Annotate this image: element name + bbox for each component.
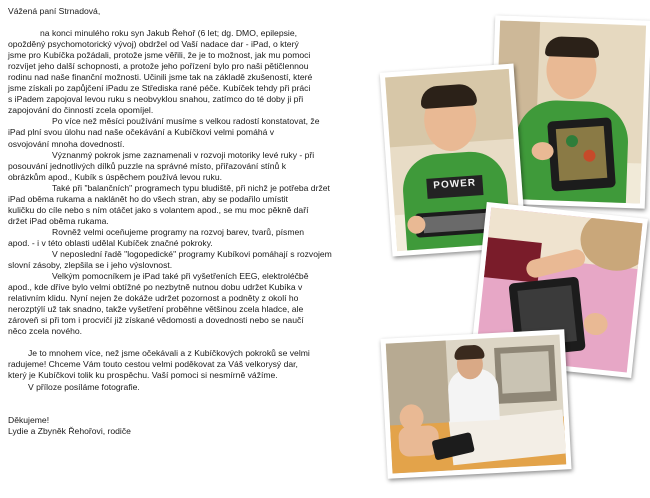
letter-line: apod. - i v této oblasti udělal Kubíček značné pokroky. — [8, 237, 213, 248]
letter-greeting: Vážená paní Strnadová, — [8, 6, 101, 16]
letter-line: s iPadem zapojoval levou ruku s neobvyklou snahou, zatímco do té doby ji při — [8, 94, 304, 105]
letter-line: V neposlední řadě "logopedické" programy Kubíkovi pomáhají s rozvojem — [52, 248, 332, 259]
letter-line: osvojování mnoha dovedností. — [8, 138, 125, 149]
letter-thanks: Děkujeme! — [8, 414, 50, 425]
letter-line: jsme pro Kubíčka požádali, protože jsme věřili, že je to možnost, jak mu pomoci — [8, 50, 311, 61]
letter-line: obrázkům apod., Kubík s úspěchem používá levou ruku. — [8, 171, 223, 182]
letter-line: posouvání jednotlivých dílků puzzle na správné místo, přiřazování stínů k — [8, 160, 287, 171]
photo-boy-in-hospital-eeg — [380, 329, 571, 478]
letter-line: Také při "balančních" programech typu bludiště, při nichž je potřeba držet — [52, 182, 330, 193]
letter-line: rodinu nad naše finanční možnosti. Učinili jsme tak na základě zkušeností, které — [8, 72, 313, 83]
letter-line: slovní zásoby, zlepšila se i jeho výslovnost. — [8, 260, 173, 271]
letter-line: Význanmý pokrok jsme zaznamenali v rozvoji motoriky levé ruky - při — [52, 149, 315, 160]
letter-line: držet iPad oběma rukama. — [8, 215, 109, 226]
letter-closing-line: radujeme! Chceme Vám touto cestou velmi poděkovat za Váš velkorysý dar, — [8, 359, 298, 370]
letter-line: Velkým pomocníkem je iPad také při vyšetřeních EEG, elektroléčbě — [52, 271, 309, 282]
letter-line: iPad oběma rukama a naklánět ho do všech stran, aby se podařilo umístit — [8, 193, 288, 204]
letter-line: jsme získali po zapůjčení iPadu ze Střediska rané péče. Kubíček tehdy při práci — [8, 83, 311, 94]
letter-closing-line: který je Kubíčkovi tolik ku prospěchu. Vaší pomoci si nesmírně vážíme. — [8, 370, 278, 381]
letter-line: Po více než měsíci používání musíme s velkou radostí konstatovat, že — [52, 116, 320, 127]
letter-line: nerozptýlí už tak snadno, takže vyšetření proběhne většinou zcela hladce, ale — [8, 304, 304, 315]
letter-line: relativním klidu. Nyní nejen že dokáže udržet pozornost a podněty z okolí ho — [8, 293, 299, 304]
letter-line: zároveň si při tom i procvičí již získané vědomosti a dovednosti nebo se naučí — [8, 315, 304, 326]
letter-line: něco zcela nového. — [8, 326, 83, 337]
letter-line: rozvíjet jeho další schopnosti, a protože jeho pořízení bylo pro naši pětičlennou — [8, 61, 309, 72]
letter-line: kuličku do cíle nebo s ním otáčet jako s volantem apod., se mu moc pěkně daří — [8, 204, 309, 215]
letter-line: Rovněž velmi oceňujeme programy na rozvoj barev, tvarů, písmen — [52, 226, 305, 237]
shirt-print-text: POWER — [432, 177, 477, 192]
letter-line: opožděný psychomotorický vývoj) obdržel od Vaší nadace dar - iPad, o který — [8, 39, 299, 50]
letter-closing-line: Je to mnohem více, než jsme očekávali a z Kubíčkových pokroků se velmi — [28, 348, 310, 359]
letter-line: zapojování do činností zcela opomíjel. — [8, 105, 154, 116]
letter-body — [8, 6, 394, 437]
letter-line: iPad plní svou úlohu nad naše očekávání a Kubíčkovi velmi pomáhá v — [8, 127, 275, 138]
letter-line: na konci minulého roku syn Jakub Řehoř (6 let; dg. DMO, epilepsie, — [40, 28, 297, 39]
letter-closing-line: V příloze posíláme fotografie. — [28, 381, 140, 392]
letter-signature: Lydie a Zbyněk Řehořovi, rodiče — [8, 425, 131, 436]
letter-line: apod., kde dříve bylo velmi obtížné po nezbytně nutnou dobu udržet Kubíka v — [8, 282, 303, 293]
